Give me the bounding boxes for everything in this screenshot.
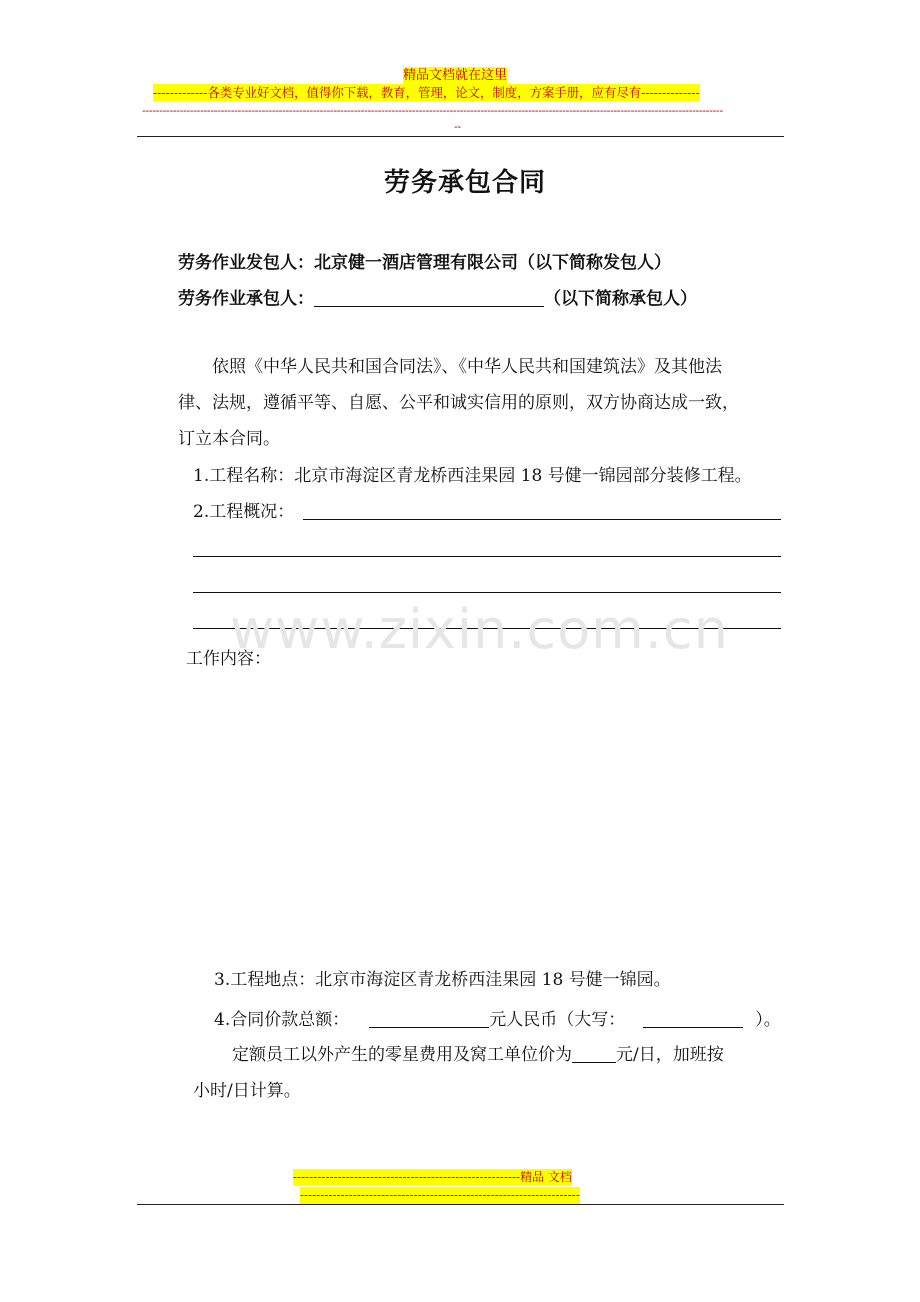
footer-rule (137, 1204, 784, 1205)
header-dash-line: -------------------------------------------------------------------------------------------------------------------------------------------------------------------------- (142, 104, 723, 117)
work-content-label: 工作内容： (186, 649, 271, 669)
item-4-label: 4.合同价款总额： (214, 1010, 350, 1030)
price-detail-line-1 (232, 1043, 724, 1067)
contractor-label: 劳务作业承包人： (178, 289, 314, 309)
item-4-price (214, 1008, 781, 1032)
overview-blank-line-3 (193, 592, 781, 593)
contractor-suffix: （以下简称承包人） (544, 289, 697, 309)
price-amount-blank (369, 1009, 489, 1028)
overview-blank-line-1 (303, 519, 781, 520)
watermark: www.zixin.com.cn (230, 598, 729, 661)
footer-line-1: --------------------------------------------------------精品 文档 (293, 1170, 572, 1184)
price-capital-blank (643, 1009, 743, 1028)
item-2-label: 2.工程概况： (193, 502, 295, 522)
item-1-project-name: 1.工程名称：北京市海淀区青龙桥西洼果园 18 号健一锦园部分装修工程。 (193, 466, 752, 486)
intro-line-1: 依照《中华人民共和国合同法》、《中华人民共和国建筑法》及其他法 (212, 357, 722, 377)
header-banner-subtitle: -------------各类专业好文档，值得你下载，教育，管理，论文，制度，方案手册，应有尽有-------------- (153, 85, 700, 100)
item-4-close: ）。 (755, 1010, 781, 1030)
daily-rate-blank (572, 1044, 616, 1063)
header-rule (137, 136, 784, 137)
overview-blank-line-2 (193, 556, 781, 557)
contractor-blank (314, 288, 544, 307)
footer-line-2: --------------------------------------------------------------------- (300, 1188, 580, 1202)
intro-line-2: 律、法规，遵循平等、自愿、公平和诚实信用的原则，双方协商达成一致， (178, 393, 739, 413)
price-detail-line-2: 小时/日计算。 (193, 1081, 301, 1101)
price-detail-text-b: 元/日，加班按 (616, 1045, 724, 1065)
issuer-line: 劳务作业发包人：北京健一酒店管理有限公司（以下简称发包人） (178, 253, 671, 273)
item-3-location: 3.工程地点：北京市海淀区青龙桥西洼果园 18 号健一锦园。 (214, 970, 671, 990)
header-dash-line-tail: -- (454, 120, 461, 133)
price-detail-text-a: 定额员工以外产生的零星费用及窝工单位价为 (232, 1045, 572, 1065)
document-title: 劳务承包合同 (384, 168, 547, 198)
header-banner-title: 精品文档就在这里 (403, 68, 508, 83)
intro-line-3: 订立本合同。 (178, 429, 280, 449)
contractor-line (178, 284, 697, 309)
item-4-unit: 元人民币（大写： (489, 1010, 626, 1030)
